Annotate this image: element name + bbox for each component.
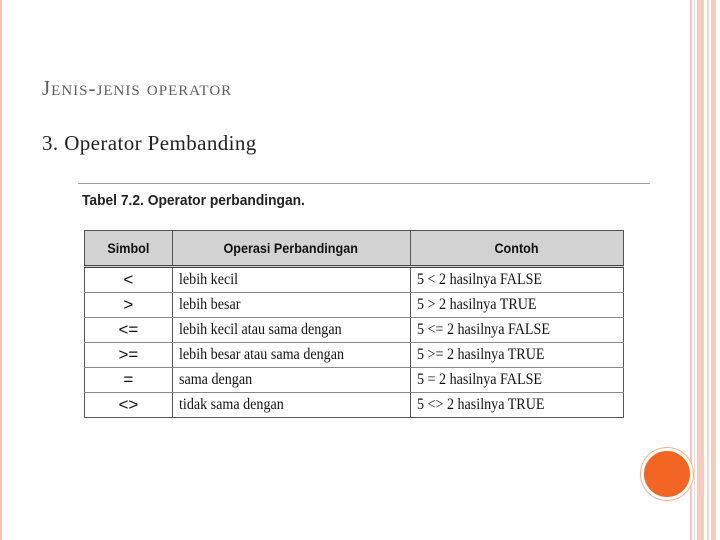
operation-cell: sama dengan <box>172 368 410 393</box>
example-cell: 5 <= 2 hasilnya FALSE <box>410 318 623 343</box>
symbol-cell: < <box>85 267 173 293</box>
example-cell: 5 < 2 hasilnya FALSE <box>410 267 623 293</box>
operation-cell: lebih besar atau sama dengan <box>172 343 410 368</box>
table-caption: Tabel 7.2. Operator perbandingan. <box>82 192 305 209</box>
operator-table <box>84 230 624 418</box>
header-simbol: Simbol <box>85 231 173 267</box>
symbol-cell: >= <box>85 343 173 368</box>
table-row <box>85 267 624 293</box>
table-figure <box>78 183 650 209</box>
operation-cell: lebih besar <box>172 293 410 318</box>
decorative-stripe <box>711 0 716 540</box>
symbol-cell: > <box>85 293 173 318</box>
table-header-row <box>85 231 624 267</box>
symbol-cell: <= <box>85 318 173 343</box>
table-row <box>85 318 624 343</box>
decorative-orange-circle <box>641 448 693 500</box>
operation-cell: tidak sama dengan <box>172 393 410 418</box>
figure-top-rule <box>78 183 650 184</box>
example-cell: 5 <> 2 hasilnya TRUE <box>410 393 623 418</box>
slide-title: Jenis-jenis operator <box>42 76 233 100</box>
symbol-cell: = <box>85 368 173 393</box>
table-row <box>85 293 624 318</box>
table-row <box>85 343 624 368</box>
operation-cell: lebih kecil atau sama dengan <box>172 318 410 343</box>
decorative-stripe <box>707 0 709 540</box>
example-cell: 5 >= 2 hasilnya TRUE <box>410 343 623 368</box>
decorative-stripe <box>694 0 695 540</box>
header-operasi: Operasi Perbandingan <box>172 231 410 267</box>
symbol-cell: <> <box>85 393 173 418</box>
header-contoh: Contoh <box>410 231 623 267</box>
table-row <box>85 368 624 393</box>
table-row <box>85 393 624 418</box>
decorative-stripe <box>697 0 704 540</box>
example-cell: 5 > 2 hasilnya TRUE <box>410 293 623 318</box>
example-cell: 5 = 2 hasilnya FALSE <box>410 368 623 393</box>
slide-subtitle: 3. Operator Pembanding <box>42 131 257 155</box>
decorative-stripe <box>690 0 692 540</box>
left-border-line <box>0 0 2 540</box>
operation-cell: lebih kecil <box>172 267 410 293</box>
